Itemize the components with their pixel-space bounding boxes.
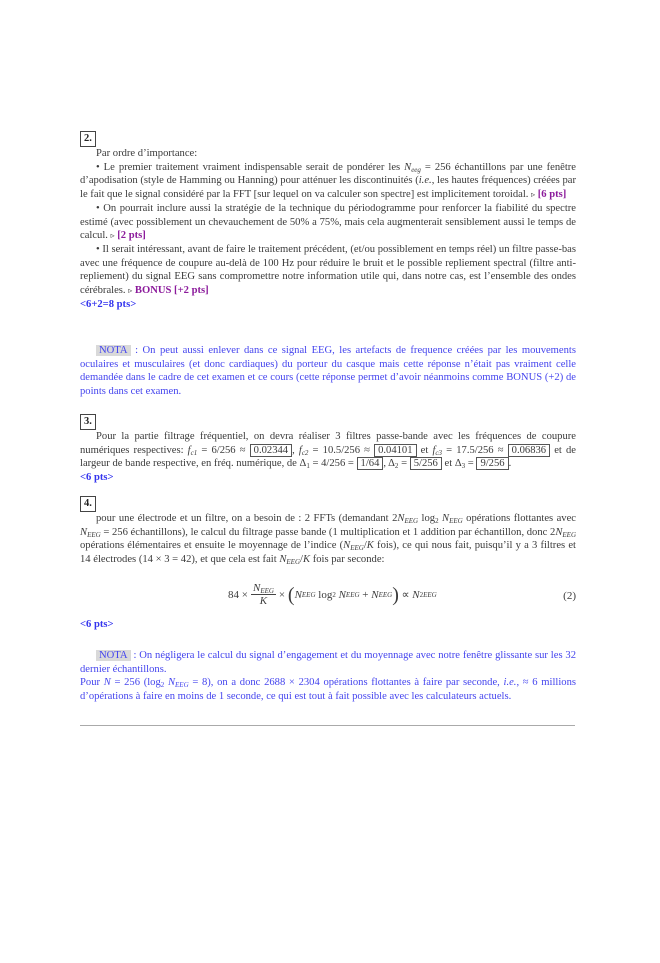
section-number: 2. (80, 131, 96, 147)
section-number: 4. (80, 496, 96, 512)
fraction: $\frac{N_{EEG}}{K}$ (252, 582, 274, 607)
bullet-paragraph: • Il serait intéressant, avant de faire le traitement précédent, (et/ou possiblement en temps réel) un filtre passe-bas avec une fréquence de coupure au-delà de 100 Hz pour réduire le bruit et le possible repliement spectral (filtre anti-repliement) du signal EEG sans compromettre notre information utile qui, dans notre cas, est l’ensemble des ondes cérébrales. ▹ BONUS [+2 pts] (80, 243, 576, 297)
answer-box: 0.06836 (508, 444, 550, 457)
total-points: <6 pts> (80, 619, 114, 630)
triangle-icon: ▹ (531, 190, 536, 200)
equation-number: (2) (563, 590, 576, 602)
section-number: 3. (80, 414, 96, 430)
answer-box: 9/256 (476, 457, 508, 470)
section-4-paragraph: pour une électrode et un filtre, on a besoin de : 2 FFTs (demandant $2N_{EEG}$ $\log_2 N_{EEG}$ opérations flottantes avec $N_{EEG} = 256$ échantillons), le calcul du filtrage passe bande (1 multiplication et 1 addition par échantillon, donc $2N_{EEG}$ opérations élémentaires et ensuite le moyennage de l’indice ($N_{EEG}/K$ fois), ce qui nous fait, puisqu’il y a 3 filtres et 14 électrodes (14 × 3 = 42), et que cela est fait $N_{EEG}/K$ fois par seconde: (80, 513, 576, 567)
total-points: <6+2=8 pts> (80, 298, 137, 310)
nota-block (80, 344, 576, 399)
bullet-paragraph: • On pourrait inclure aussi la stratégie de la technique du périodogramme pour renforcer la fiabilité du spectre estimé (avec possiblement un chevauchement de 50% a 75%, mais cela augmenterait sensiblement aussi le temps de calcul. ▹ [2 pts] (80, 202, 576, 242)
section-3-paragraph: Pour la partie filtrage fréquentiel, on devra réaliser 3 filtres passe-bande avec les fréquences de coupure numériques respectives: $f_{c1} = 6/256 \approx 0.02344$ , $f_{c2} = 10.5/256 \approx 0.04101$ et $f_{c3} = 17.5/256 \approx 0.06836$ et de largeur de bande respective, en fréq. numérique, de $\Delta_1 = 4/256 = 1/64$ , $\Delta_2 = 5/256$ et $\Delta_3 = 9/256$ . (80, 431, 576, 471)
section-4 (80, 496, 576, 567)
bullet-paragraph: • Le premier traitement vraiment indispensable serait de pondérer les $N_{eeg} = 256$ échantillons par une fenêtre d’apodisation (style de Hamming ou Hanning) pour atténuer les discontinuités (i.e., les hautes fréquences) créées par le fait que le signal considéré par la FFT [sur lequel on va calculer son spectre] est implicitement toroidal. ▹ [6 pts] (80, 161, 576, 201)
equation-2: 84 × $\frac{N_{EEG}}{K}$ × ( N EEG log 2 N EEG + N EEG ) ∝ N 2 EEG (2) (228, 582, 576, 607)
points-label: BONUS [+2 pts] (134, 285, 209, 297)
answer-box: 0.02344 (250, 444, 292, 457)
triangle-icon: ▹ (110, 231, 115, 241)
intro-text: Par ordre d’importance: (96, 148, 198, 159)
section-2 (80, 131, 576, 311)
nota-text: : On peut aussi enlever dans ce signal EEG, les artefacts de frequence créées par les mouvements oculaires et musculaires (et donc cardiaques) du porteur du casque mais cette réponse n’était pas vraiment celle demandée dans le cadre de cet examen et ce cours (cette réponse permet d’avoir néanmoins comme BONUS (+2) de points dans cet examen. (80, 345, 576, 398)
nota-computation: Pour N = 256 ($\log_2$ $N_{EEG} = 8$), on a donc 2688 × 2304 opérations flottantes à faire par seconde, i.e., ≈ 6 millions d’opérations à faire en moins de 1 seconde, ce qui est tout à fait possible avec les calculateurs actuels. (80, 677, 576, 703)
nota-block (80, 649, 576, 704)
total-points: <6 pts> (80, 472, 114, 484)
answer-box: 1/64 (357, 457, 384, 470)
answer-box: 5/256 (410, 457, 442, 470)
points-label: [2 pts] (117, 230, 146, 242)
horizontal-rule (80, 725, 575, 726)
points-label: [6 pts] (537, 189, 567, 201)
answer-box: 0.04101 (374, 444, 416, 457)
nota-label: NOTA (96, 345, 131, 356)
nota-label: NOTA (96, 650, 131, 661)
section-3 (80, 414, 576, 485)
nota-text: : On négligera le calcul du signal d’engagement et du moyennage avec notre fenêtre glissante sur les 32 dernier échantillons. (80, 650, 577, 675)
triangle-icon: ▹ (128, 286, 133, 296)
